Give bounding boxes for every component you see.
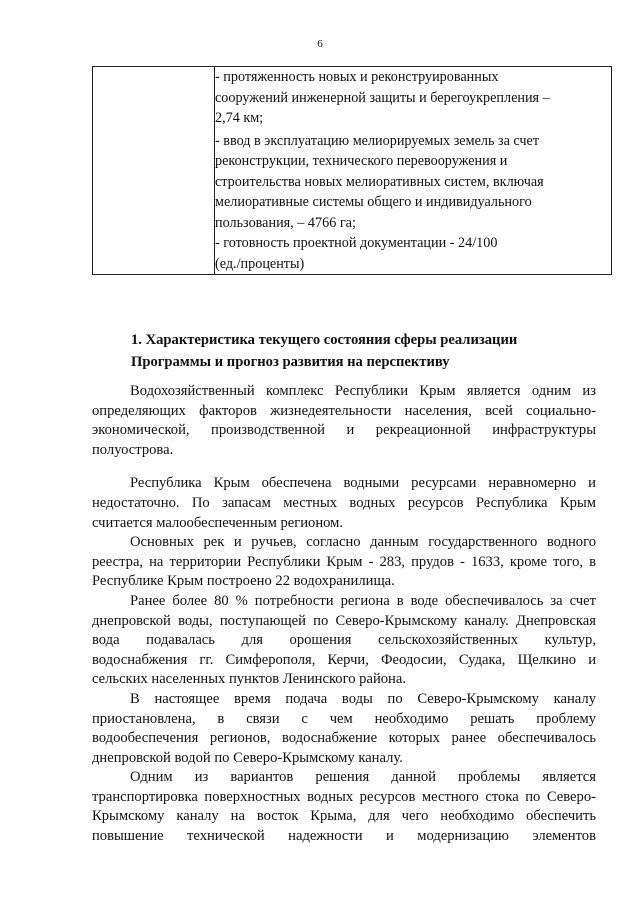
body-line: Одним из вариантов решения данной проблемы является xyxy=(130,769,596,786)
cell-line: - ввод в эксплуатацию мелиорируемых земель за счет xyxy=(215,132,540,149)
body-line: Республика Крым обеспечена водными ресурсами неравномерно и xyxy=(130,475,596,492)
body-line: недостаточно. По запасам местных водных ресурсов Республика Крым xyxy=(92,494,596,511)
cell-line: (ед./проценты) xyxy=(215,255,305,272)
page-number: 6 xyxy=(317,38,323,50)
cell-line: пользования, – 4766 га; xyxy=(215,214,356,231)
cell-line: - готовность проектной документации - 24/100 xyxy=(215,235,498,251)
body-line: определяющих факторов жизнедеятельности населения, всей социально- xyxy=(92,402,596,419)
cell-line: реконструкции, технического перевооружения и xyxy=(215,153,508,169)
body-line: сельских населенных пунктов Ленинского района. xyxy=(92,671,406,688)
body-line: Основных рек и ручьев, согласно данным государственного водного xyxy=(130,534,596,551)
body-line: полуострова. xyxy=(92,441,174,458)
table-cell-indicators xyxy=(215,67,612,275)
table-cell-empty xyxy=(93,67,215,275)
cell-line: - протяженность новых и реконструированных xyxy=(215,69,499,85)
body-text xyxy=(92,382,596,847)
indicators-table xyxy=(92,66,612,275)
body-line: транспортировка поверхностных водных ресурсов местного стока по Северо- xyxy=(92,788,596,805)
cell-line: 2,74 км; xyxy=(215,110,264,126)
body-line: повышение технической надежности и модернизацию элементов xyxy=(92,828,596,845)
body-line: считается малообеспеченным регионом. xyxy=(92,514,344,531)
body-line: Водохозяйственный комплекс Республики Крым является одним из xyxy=(130,383,596,399)
body-line: днепровской воды, поступающей по Северо-Крымскому каналу. Днепровская xyxy=(92,612,596,629)
section-title xyxy=(131,329,517,373)
cell-line: сооружений инженерной защиты и берегоукрепления – xyxy=(215,89,550,106)
table-row xyxy=(93,67,612,275)
body-line: Республике Крым построено 22 водохранилища. xyxy=(92,573,395,590)
body-line: экономической, производственной и рекреационной инфраструктуры xyxy=(92,422,596,439)
body-line: Крымскому каналу на восток Крыма, для чего необходимо обеспечить xyxy=(92,808,596,825)
section-title-line: Программы и прогноз развития на перспективу xyxy=(131,354,450,370)
section-title-line: 1. Характеристика текущего состояния сферы реализации xyxy=(131,332,518,348)
body-line: водообеспечения регионов, водоснабжение которых ранее обеспечивалось xyxy=(92,730,596,747)
body-line: водоснабжения гг. Симферополя, Керчи, Феодосии, Судака, Щелкино и xyxy=(92,651,596,668)
body-line: реестра, на территории Республики Крым - 283, прудов - 1633, кроме того, в xyxy=(92,553,596,570)
body-line: В настоящее время подача воды по Северо-Крымскому каналу xyxy=(130,690,596,707)
body-line: приостановлена, в связи с чем необходимо решать проблему xyxy=(92,710,596,727)
body-line: днепровской водой по Северо-Крымскому каналу. xyxy=(92,749,403,766)
body-line: вода подавалась для орошения сельскохозяйственных культур, xyxy=(92,632,596,649)
body-line: Ранее более 80 % потребности региона в воде обеспечивалось за счет xyxy=(130,592,596,609)
cell-line: строительства новых мелиоративных систем, включая xyxy=(215,173,544,190)
cell-line: мелиоративные системы общего и индивидуального xyxy=(215,194,532,210)
